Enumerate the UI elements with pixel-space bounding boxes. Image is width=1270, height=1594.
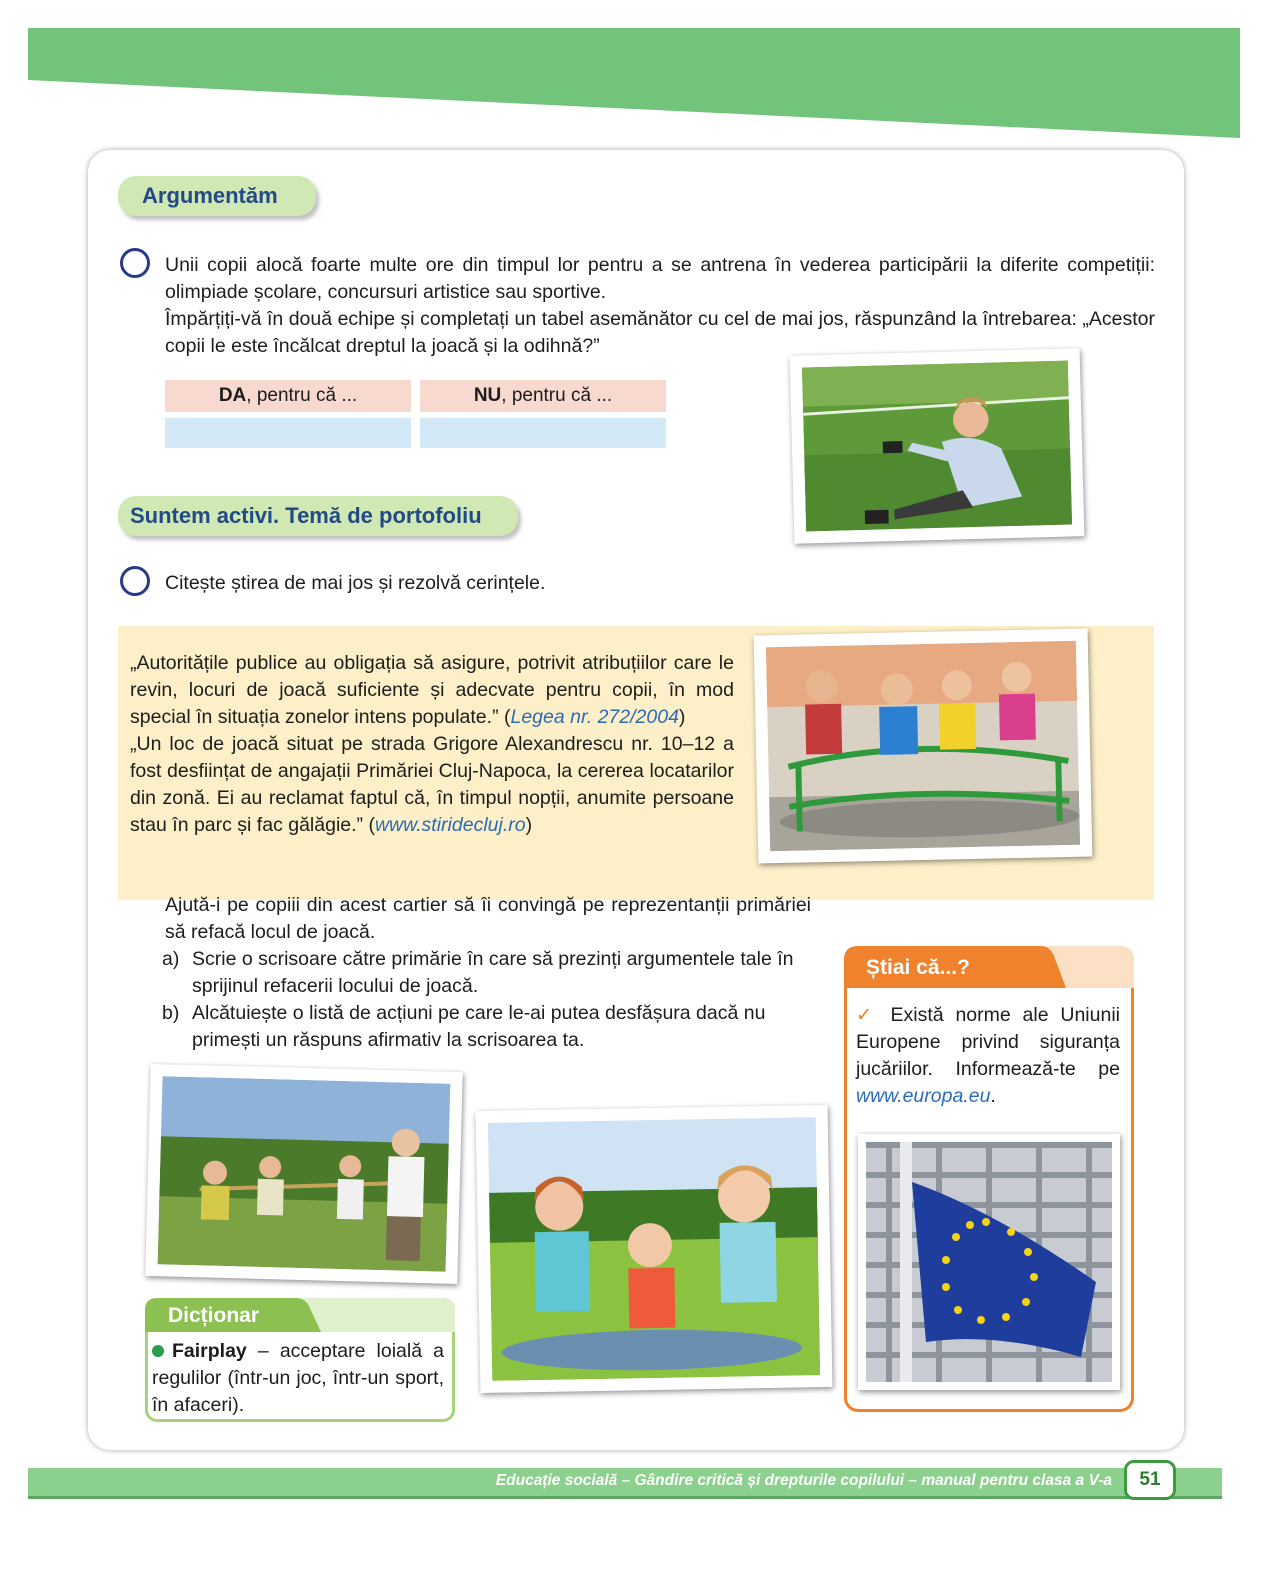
bullet-dot-icon	[152, 1345, 164, 1357]
section1-paragraph2: Împărțiți-vă în două echipe și completați un tabel asemănător cu cel de mai jos, răspunzând la întrebarea: „Acestor copii le este încălcat dreptul la joacă și la odihnă?”	[165, 308, 1155, 357]
quote2-source-link[interactable]: www.stiridecluj.ro	[374, 814, 526, 836]
stiai-ca-title: Știai că...?	[866, 956, 970, 979]
photo-kids-merry-go-round	[754, 629, 1093, 864]
quote2-paren-open: (	[363, 814, 375, 836]
dictionar-term: Fairplay	[172, 1340, 247, 1362]
section2-instruction: Citește știrea de mai jos și rezolvă cerințele.	[165, 572, 546, 594]
section-title-portofoliu	[118, 496, 518, 536]
dictionar-definition: – acceptare loială a regulilor (într-un joc, într-un sport, în afaceri).	[152, 1340, 444, 1416]
table-header-nu-bold: NU	[473, 385, 502, 406]
task-a: Scrie o scrisoare către primărie în care să prezinți argumentele tale în sprijinul refacerii locului de joacă.	[192, 948, 794, 997]
header-green-band	[0, 0, 1270, 160]
task-a-letter: a)	[162, 948, 180, 970]
quote1-source-link[interactable]: Legea nr. 272/2004	[510, 706, 679, 728]
page-number: 51	[1124, 1460, 1176, 1500]
quote2-text: „Un loc de joacă situat pe strada Grigore Alexandrescu nr. 10–12 a fost desființat de angajații Primăriei Cluj-Napoca, la cererea locatarilor din zonă. Ei au reclamat faptul că, în timpul nopții, anumite persoane stau în parc și fac gălăgie.”	[130, 733, 734, 836]
photo-eu-flag	[858, 1134, 1120, 1390]
europa-link[interactable]: www.europa.eu	[856, 1085, 991, 1107]
table-header-nu	[420, 380, 666, 412]
section1-paragraph1: Unii copii alocă foarte multe ore din timpul lor pentru a se antrena în vederea participării la diferite competiții: olimpiade școlare, concursuri artistice sau sportive.	[165, 254, 1155, 303]
section-title-text: Suntem activi. Temă de portofoliu	[130, 503, 482, 528]
quote1-paren-close: )	[678, 706, 686, 728]
photo-children-clapping	[476, 1105, 833, 1393]
task-b: Alcătuiește o listă de acțiuni pe care le-ai putea desfășura dacă nu primești un răspuns afirmativ la scrisoarea ta.	[192, 1002, 766, 1051]
table-cell-da	[165, 418, 411, 448]
stiai-ca-text	[856, 1002, 1120, 1110]
footer-text: Educație socială – Gândire critică și drepturile copilului – manual pentru clasa a V-a	[495, 1472, 1112, 1489]
task-b-letter: b)	[162, 1002, 180, 1024]
footer-line	[28, 1496, 1222, 1499]
task-circle-icon	[120, 248, 150, 278]
task-circle-icon	[120, 566, 150, 596]
quote2-paren-close: )	[525, 814, 533, 836]
table-header-nu-rest: , pentru că ...	[501, 385, 613, 406]
quote1-paren-open: (	[498, 706, 511, 728]
table-header-da-bold: DA	[218, 385, 247, 406]
quote1-text: „Autoritățile publice au obligația să asigure, potrivit atribuțiilor care le revin, locuri de joacă suficiente și adecvate pentru copii, în mod special în situația zonelor intens populate.”	[130, 652, 734, 728]
photo-boy-stretching	[790, 348, 1085, 544]
table-header-da	[165, 380, 411, 412]
photo-tug-of-war	[145, 1064, 462, 1284]
stiai-ca-end: .	[990, 1085, 996, 1107]
table-cell-nu	[420, 418, 666, 448]
table-header-da-rest: , pentru că ...	[246, 385, 358, 406]
section-title-argumentam	[118, 176, 316, 216]
news-quote-text	[130, 650, 734, 839]
section-title-text: Argumentăm	[142, 183, 278, 208]
dictionar-title: Dicționar	[168, 1304, 260, 1327]
task-intro: Ajută-i pe copiii din acest cartier să îi convingă pe reprezentanții primăriei să refacă locul de joacă.	[165, 894, 811, 943]
dictionar-entry	[152, 1338, 444, 1419]
stiai-ca-body: Există norme ale Uniunii Europene privind siguranța jucăriilor. Informează-te pe	[856, 1004, 1120, 1080]
check-icon: ✓	[856, 1004, 879, 1026]
